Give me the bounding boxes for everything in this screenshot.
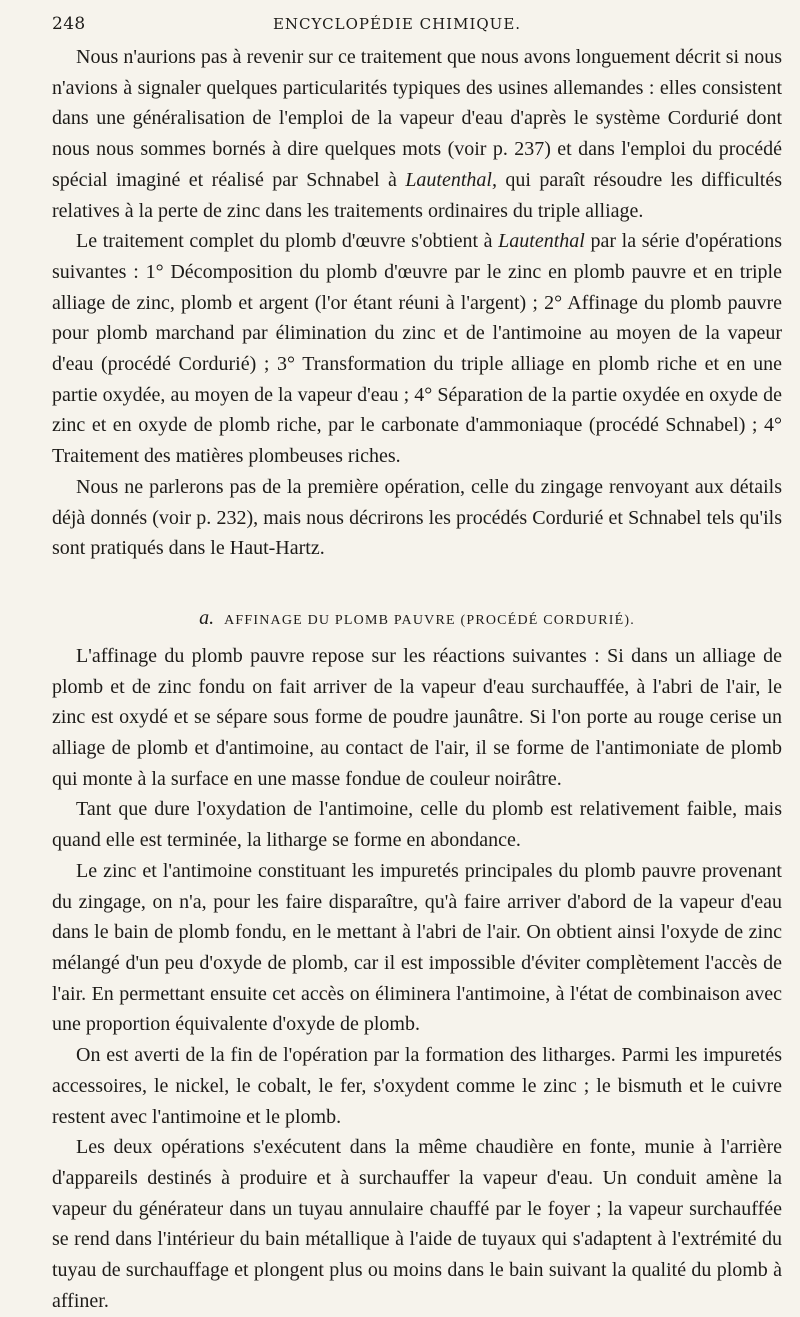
paragraph-3: Nous ne parlerons pas de la première opération, celle du zingage renvoyant aux détails déjà donnés (voir p. 232), mais nous décrirons les procédés Cordurié et Schnabel tels qu'ils sont pratiqués dans le Haut-Hartz. xyxy=(52,475,782,560)
page-body xyxy=(52,42,782,1316)
section-letter: a. xyxy=(199,606,215,629)
paragraph-8: Les deux opérations s'exécutent dans la même chaudière en fonte, munie à l'arrière d'appareils destinés à produire et à surchauffer la vapeur d'eau. Un conduit amène la vapeur du générateur dans un tuyau annulaire chauffé par le foyer ; la vapeur surchauffée se rend dans l'intérieur du bain métallique à l'aide de tuyaux qui s'adaptent à l'extrémité du tuyau de surchauffage et plongent plus ou moins dans le bain suivant la qualité du plomb à affiner. xyxy=(52,1136,782,1312)
paragraph-2-end: par la série d'opérations suivantes : 1° Décomposition du plomb d'œuvre par le zinc en plomb pauvre et en triple alliage de zinc, plomb et argent (l'or étant réuni à l'argent) ; 2° Affinage du plomb pauvre pour plomb marchand par élimination du zinc et de l'antimoine au moyen de la vapeur d'eau (procédé Cordurié) ; 3° Transformation du triple alliage en plomb riche et en une partie oxydée, au moyen de la vapeur d'eau ; 4° Séparation de la partie oxydée en oxyde de zinc et en oxyde de plomb riche, par le carbonate d'ammoniaque (procédé Schnabel) ; 4° Traitement des matières plombeuses riches. xyxy=(52,230,783,468)
place-name-lautenthal: Lautenthal, xyxy=(405,168,497,191)
page-number: 248 xyxy=(52,14,86,34)
paragraph-1-end: qui paraît résoudre les difficultés relatives à la perte de zinc dans les traitements ordinaires du triple alliage. xyxy=(52,168,783,222)
paragraph-1-text: Nous n'aurions pas à revenir sur ce traitement que nous avons longuement décrit si nous n'avions à signaler quelques particularités typiques des usines allemandes : elles consistent dans une généralisation de l'emploi de la vapeur d'eau d'après le système Cordurié dont nous nous sommes bornés à dire quelques mots (voir p. 237) et dans l'emploi du procédé spécial imaginé et réalisé par Schnabel à xyxy=(52,46,782,191)
paragraph-1 xyxy=(52,42,782,226)
paragraph-2 xyxy=(52,226,782,472)
place-name-lautenthal-2: Lautenthal xyxy=(498,230,585,253)
section-heading xyxy=(52,606,782,633)
paragraph-6: Le zinc et l'antimoine constituant les impuretés principales du plomb pauvre provenant du zingage, on n'a, pour les faire disparaître, qu'à faire arriver d'abord de la vapeur d'eau dans le bain de plomb fondu, en le mettant à l'abri de l'air. On obtient ainsi l'oxyde de zinc mélangé d'un peu d'oxyde de plomb, car il est impossible d'éviter complètement l'accès de l'air. En permettant ensuite cet accès on éliminera l'antimoine, à l'état de combinaison avec une proportion équivalente d'oxyde de plomb. xyxy=(52,859,782,1036)
running-head xyxy=(52,14,782,42)
running-title: ENCYCLOPÉDIE CHIMIQUE. xyxy=(272,15,522,33)
paragraph-5: Tant que dure l'oxydation de l'antimoine, celle du plomb est relativement faible, mais quand elle est terminée, la litharge se forme en abondance. xyxy=(52,798,782,852)
section-title: AFFINAGE DU PLOMB PAUVRE (PROCÉDÉ CORDURIÉ). xyxy=(224,612,635,628)
paragraph-4: L'affinage du plomb pauvre repose sur les réactions suivantes : Si dans un alliage de plomb et de zinc fondu on fait arriver de la vapeur d'eau surchauffée, à l'abri de l'air, le zinc est oxydé et se sépare sous forme de poudre jaunâtre. Si l'on porte au rouge cerise un alliage de plomb et d'antimoine, au contact de l'air, il se forme de l'antimoniate de plomb qui monte à la surface en une masse fondue de couleur noirâtre. xyxy=(52,644,782,790)
paragraph-7: On est averti de la fin de l'opération par la formation des litharges. Parmi les impuretés accessoires, le nickel, le cobalt, le fer, s'oxydent comme le zinc ; le bismuth et le cuivre restent avec l'antimoine et le plomb. xyxy=(52,1044,782,1128)
paragraph-2-start: Le traitement complet du plomb d'œuvre s'obtient à xyxy=(76,230,493,253)
